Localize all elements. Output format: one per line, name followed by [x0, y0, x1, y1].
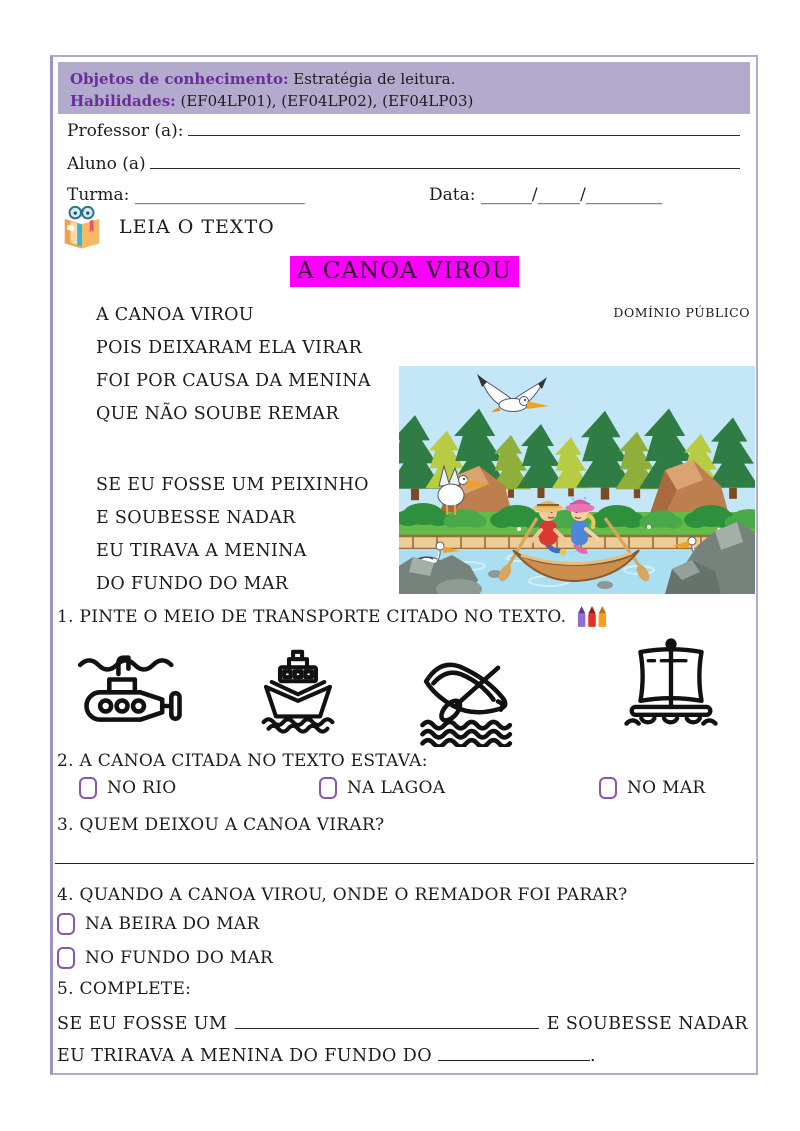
objetos-label: Objetos de conhecimento:	[70, 70, 289, 88]
q5-line2-start: EU TRIRAVA A MENINA DO FUNDO DO	[57, 1045, 432, 1066]
colored-pencils-icon	[576, 603, 608, 630]
canoe-scene-illustration	[399, 366, 755, 594]
q5-blank-1[interactable]	[235, 1011, 539, 1029]
lead-row	[58, 203, 275, 251]
poem-line: EU TIRAVA A MENINA	[96, 541, 307, 561]
q5-blank-2[interactable]	[438, 1043, 590, 1061]
aluno-row	[67, 152, 740, 174]
professor-input-line[interactable]	[188, 119, 741, 136]
checkbox-na-lagoa[interactable]	[319, 777, 337, 799]
question-4-text: 4. QUANDO A CANOA VIROU, ONDE O REMADOR FOI PARAR?	[57, 885, 628, 905]
aluno-label: Aluno (a)	[67, 154, 146, 174]
poem-line: E SOUBESSE NADAR	[96, 508, 296, 528]
poem-line: FOI POR CAUSA DA MENINA	[96, 371, 371, 391]
credit-label: DOMÍNIO PÚBLICO	[613, 305, 750, 320]
transport-option-ship[interactable]	[253, 641, 343, 737]
option-no-fundo-do-mar-label: NO FUNDO DO MAR	[85, 948, 274, 968]
transport-option-canoe[interactable]	[413, 645, 523, 747]
turma-label: Turma:	[67, 185, 130, 205]
data-label: Data:	[429, 185, 476, 205]
lead-instruction: LEIA O TEXTO	[119, 216, 275, 238]
title-row	[53, 256, 756, 287]
turma-input-line[interactable]: ____________________	[129, 185, 305, 205]
option-no-fundo-do-mar	[57, 947, 273, 969]
checkbox-na-beira-do-mar[interactable]	[57, 913, 75, 935]
option-no-rio	[79, 777, 176, 799]
objetos-value: Estratégia de leitura.	[288, 70, 456, 88]
question-3-answer-line[interactable]	[55, 863, 754, 864]
poem-section	[53, 297, 756, 613]
worksheet-frame	[50, 55, 758, 1075]
question-1-text: 1. PINTE O MEIO DE TRANSPORTE CITADO NO TEXTO.	[57, 606, 567, 627]
question-2-text: 2. A CANOA CITADA NO TEXTO ESTAVA:	[57, 751, 428, 771]
poem-stanza-1	[96, 299, 371, 431]
professor-row	[67, 119, 740, 141]
option-no-mar	[599, 777, 706, 799]
option-na-lagoa-label: NA LAGOA	[347, 778, 446, 798]
aluno-input-line[interactable]	[150, 152, 740, 169]
question-1	[57, 603, 608, 630]
poem-line: A CANOA VIROU	[96, 305, 254, 325]
q5-line1-end: E SOUBESSE NADAR	[546, 1013, 748, 1034]
objetos-line	[70, 68, 738, 90]
habilidades-line	[70, 90, 738, 112]
poem-line: QUE NÃO SOUBE REMAR	[96, 404, 339, 424]
poem-stanza-2	[96, 469, 369, 601]
q5-line2-end: .	[589, 1045, 596, 1066]
turma-data-row	[67, 185, 740, 205]
habilidades-label: Habilidades:	[70, 92, 176, 110]
transport-option-sail-raft[interactable]	[623, 633, 719, 739]
poem-line: POIS DEIXARAM ELA VIRAR	[96, 338, 363, 358]
data-input-line[interactable]: ______/_____/_________	[475, 185, 663, 205]
professor-label: Professor (a):	[67, 121, 184, 141]
checkbox-no-mar[interactable]	[599, 777, 617, 799]
option-na-beira-do-mar-label: NA BEIRA DO MAR	[85, 914, 260, 934]
checkbox-no-fundo-do-mar[interactable]	[57, 947, 75, 969]
page-title: A CANOA VIROU	[290, 256, 519, 287]
option-na-beira-do-mar	[57, 913, 260, 935]
question-5-line-1	[57, 1011, 748, 1034]
option-na-lagoa	[319, 777, 445, 799]
transport-option-submarine[interactable]	[71, 639, 185, 731]
header-box	[58, 62, 750, 114]
book-with-glasses-icon	[58, 203, 106, 251]
question-5-text: 5. COMPLETE:	[57, 979, 192, 999]
poem-line: DO FUNDO DO MAR	[96, 574, 289, 594]
option-no-mar-label: NO MAR	[627, 778, 706, 798]
checkbox-no-rio[interactable]	[79, 777, 97, 799]
data-group	[429, 185, 662, 205]
poem-line: SE EU FOSSE UM PEIXINHO	[96, 475, 369, 495]
habilidades-value: (EF04LP01), (EF04LP02), (EF04LP03)	[175, 92, 474, 110]
question-3-text: 3. QUEM DEIXOU A CANOA VIRAR?	[57, 815, 385, 835]
q5-line1-start: SE EU FOSSE UM	[57, 1013, 228, 1034]
question-5-line-2	[57, 1043, 748, 1066]
option-no-rio-label: NO RIO	[107, 778, 177, 798]
